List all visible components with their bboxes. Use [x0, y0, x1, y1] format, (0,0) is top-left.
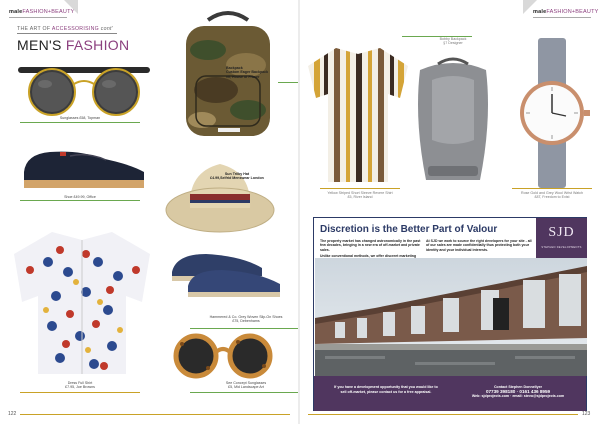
rule-striped-shirt	[320, 188, 400, 189]
caption-watch	[512, 191, 592, 200]
header-right-brand: male	[533, 9, 547, 15]
caption-grey-backpack-line2: §7 Designer	[443, 41, 463, 46]
advert-footer	[314, 376, 586, 411]
caption-shirt	[40, 381, 120, 390]
caption-striped-shirt-line1: Yellow Striped Short Sleeve Revere Shirt	[327, 191, 393, 195]
caption-tortoise-line1: See Concept Sunglasses	[225, 381, 267, 385]
page-number-left: 122	[8, 411, 17, 417]
kicker	[17, 26, 113, 32]
rule-shoe	[20, 200, 140, 201]
kicker-topic: ACCESSORISING	[51, 26, 99, 32]
header-left-brand: male	[9, 9, 23, 15]
caption-shoe	[40, 195, 120, 199]
caption-striped-shirt-line2: £5, River Island	[347, 195, 373, 200]
kicker-prefix: THE ART OF	[17, 26, 51, 32]
advert-logo-box	[536, 218, 587, 258]
page-title-part1: MEN'S	[17, 37, 62, 53]
caption-hat-line1: Sun Trilby Hat	[224, 172, 250, 176]
rule-watch	[512, 188, 592, 189]
rule-sunglasses	[20, 122, 140, 123]
page-number-right: 123	[582, 411, 591, 417]
tortoise-sunglasses-image	[168, 332, 278, 380]
rule-backpack	[278, 82, 298, 83]
kicker-suffix: cont'	[100, 26, 114, 32]
header-right-section: FASHION+BEAUTY	[546, 9, 599, 15]
advert-headline: Discretion is the Better Part of Valour	[320, 224, 498, 235]
page-title	[17, 37, 129, 53]
caption-watch-line1: Rose Gold and Grey Wool Wrist Watch	[520, 191, 584, 195]
header-left-corner	[64, 0, 78, 14]
caption-shirt-line2: £7.95, Joe Browns	[65, 385, 95, 390]
advert-col1-p2: Unlike conventional methods, we offer discreet marketing	[320, 253, 417, 258]
advert-building-photo	[315, 258, 587, 376]
rule-shirt	[20, 392, 140, 393]
advert-footer-left: If you have a development opportunity that you would like to sell off-market, please contact us for a free appraisal.	[334, 385, 438, 394]
caption-tortoise	[198, 381, 294, 390]
caption-backpack-line3: ¤0, House of Fraser	[226, 74, 260, 79]
header-left-rule	[9, 17, 67, 18]
caption-hat	[192, 172, 282, 181]
caption-backpack-line2: Custom Eager Backpack	[226, 70, 269, 75]
caption-backpack-line1: Backpack	[226, 66, 243, 70]
caption-tortoise-line2: £5, Mid Landscape Art	[228, 385, 264, 390]
sunglasses-image	[14, 60, 154, 118]
caption-slip-on-line1: Hammered & Co. Grey Woven Slip-On Shoes	[209, 315, 283, 319]
kicker-rule	[17, 33, 117, 34]
caption-shoe-text: Shoe £49.99, Office	[64, 195, 96, 199]
header-right-corner	[523, 0, 537, 14]
advert-logo: SJD	[548, 225, 575, 240]
page-number-left-rule	[20, 414, 290, 415]
header-left-section: FASHION+BEAUTY	[22, 9, 75, 15]
caption-slip-on	[198, 315, 294, 324]
caption-shirt-line1: Dress Full Shirt	[67, 381, 93, 385]
striped-shirt-image	[306, 44, 410, 184]
caption-sunglasses	[40, 116, 120, 120]
advert-contact-web: Web: sjdprojects.com · email: stevo@sjdprojects.com	[471, 394, 565, 399]
advert-col1-p1: The property market has changed astronomically in the past few decades, bringing in a new era of off-market and private sales.	[320, 239, 421, 252]
shoe-image	[20, 142, 150, 194]
patterned-shirt-image	[8, 226, 156, 376]
advert	[313, 217, 587, 411]
advert-contact-phone: 07739 398180 · 0161 436 8959	[485, 388, 551, 394]
header-right	[533, 9, 599, 15]
advert-logo-sub: STEPHEN DEVELOPMENTS	[541, 246, 582, 249]
header-right-rule	[533, 17, 591, 18]
advert-col2	[426, 239, 532, 252]
trilby-hat-image	[164, 150, 276, 238]
caption-hat-line2: £4.99,Selfrid Menswear London	[210, 176, 264, 181]
advert-footer-right	[460, 385, 576, 399]
caption-sunglasses-text: Sunglasses £58, Topman	[59, 116, 101, 120]
watch-image	[510, 38, 594, 188]
caption-striped-shirt	[320, 191, 400, 200]
page-number-right-rule	[308, 414, 578, 415]
rule-tortoise	[190, 392, 298, 393]
caption-slip-on-line2: £75, Debenhams	[232, 319, 260, 324]
caption-grey-backpack	[418, 37, 488, 46]
caption-backpack	[226, 66, 300, 79]
caption-grey-backpack-line1: Bobby Backpack	[439, 37, 467, 41]
grey-backpack-image	[410, 50, 496, 190]
slip-on-shoes-image	[166, 244, 286, 304]
page-spine	[298, 0, 300, 424]
page-title-part2: FASHION	[65, 37, 130, 53]
caption-watch-line2: £8T, Freedom to Exist	[534, 195, 570, 200]
advert-col2-p1: At SJD we work to source the right developers for your site - all of our sales are made confidentially thus protecting both your identity and your individual interests.	[426, 239, 532, 252]
rule-slip-on	[190, 328, 298, 329]
advert-contact-title: Contact Stephen Donnellyer	[493, 385, 543, 389]
